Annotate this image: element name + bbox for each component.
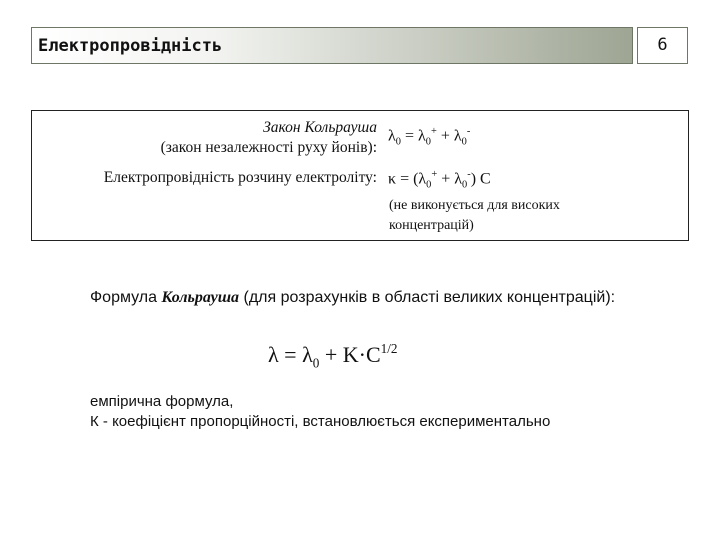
kohlrausch-keyword: Кольрауша bbox=[161, 289, 240, 306]
conductivity-label: Електропровідність розчину електроліту: bbox=[103, 169, 377, 186]
limiting-conductivity-formula: $\lambda_0 = \lambda_0^+ + \lambda_0^-$ bbox=[388, 126, 471, 148]
empirical-formula: $\lambda = \lambda_0 + K\cdot C^{1/2}$ bbox=[268, 341, 398, 371]
page-number: 6 bbox=[637, 27, 688, 64]
coefficient-note: К - коефіцієнт пропорційності, встановлюється експериментально bbox=[90, 413, 551, 430]
section-heading: Формула Кольрауша (для розрахунків в області великих концентрацій): bbox=[90, 289, 616, 306]
slide-title-bar bbox=[31, 27, 633, 64]
empirical-note: емпірична формула, bbox=[90, 393, 234, 410]
law-title: Закон Кольрауша bbox=[263, 119, 377, 136]
validity-note-line2: концентрацій) bbox=[389, 218, 474, 233]
slide-title: Електропровідність bbox=[38, 36, 223, 56]
solution-conductivity-formula: $\kappa = (\lambda_0^+ + \lambda_0^-)$ C bbox=[388, 169, 491, 191]
law-subtitle: (закон незалежності руху йонів): bbox=[160, 139, 377, 156]
validity-note-line1: (не виконується для високих bbox=[389, 198, 560, 213]
